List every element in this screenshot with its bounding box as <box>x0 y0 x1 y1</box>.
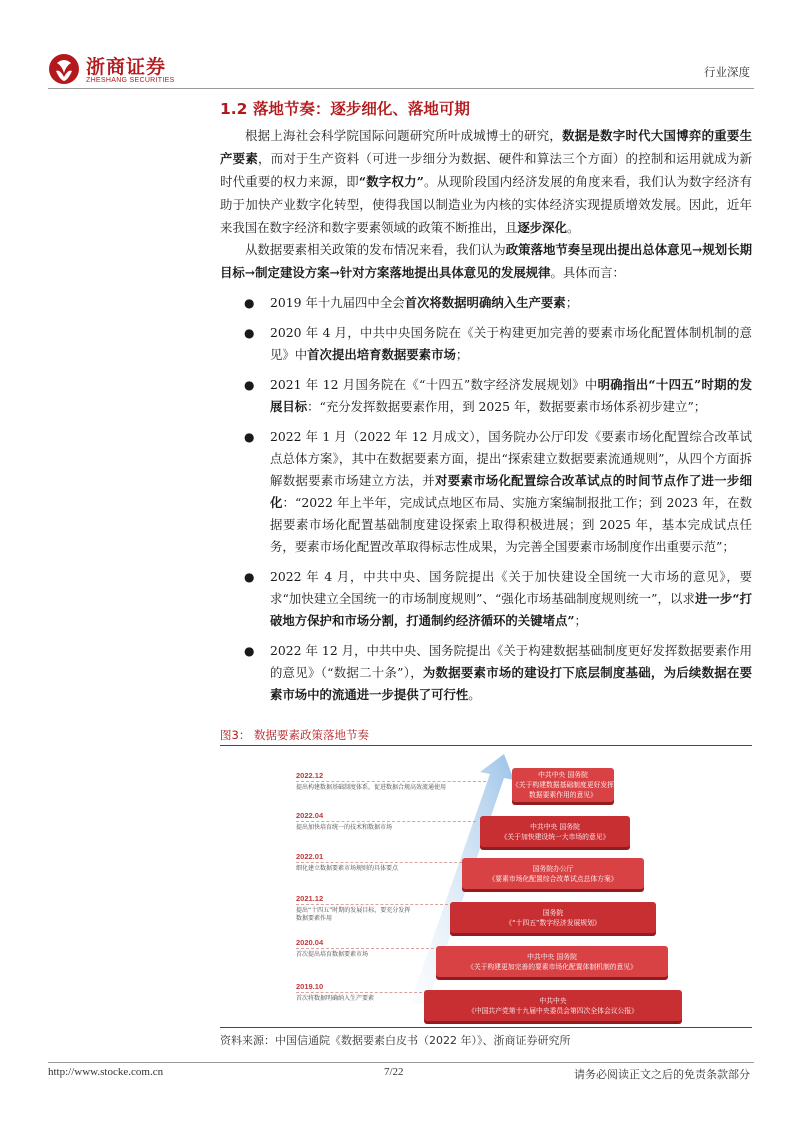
section-title: 1.2 落地节奏：逐步细化、落地可期 <box>220 100 470 118</box>
milestone-divider <box>296 781 486 782</box>
milestone-year: 2022.04 <box>296 811 324 820</box>
milestone-step <box>512 768 614 802</box>
brand-name-cn: 浙商证券 <box>86 56 167 78</box>
brand-logo-icon <box>48 53 80 85</box>
para-text: 。从现阶段国内经济发展的角度来看，我们认为数字经济有助于加快产业数字化转型，使得我国以制造业为内核的实体经济实现提质增效发展。因此，近年来我国在数字经济和数字要素领域的政策不断推出，且 <box>220 174 753 235</box>
bullet-dot-icon: ● <box>244 296 255 310</box>
figure-caption: 图3： 数据要素政策落地节奏 <box>220 728 369 742</box>
list-item: ● 2020 年 4 月，中共中央国务院在《关于构建更加完善的要素市场化配置体制机制的意见》中首次提出培育数据要素市场； <box>220 322 752 366</box>
step-issuer: 国务院 <box>542 908 564 917</box>
step-document: 《“十四五”数字经济发展规划》 <box>505 918 601 927</box>
disclaimer-note: 请务必阅读正文之后的免责条款部分 <box>574 1068 750 1081</box>
para-text: 根据上海社会科学院国际问题研究所叶成城博士的研究， <box>245 128 563 143</box>
para-text: 。具体而言： <box>550 265 625 280</box>
milestone-year: 2020.04 <box>296 938 324 947</box>
paragraph-intro <box>220 124 752 239</box>
step-issuer: 国务院办公厅 <box>532 864 574 873</box>
figure-source: 资料来源：中国信通院《数据要素白皮书（2022 年）》、浙商证券研究所 <box>220 1034 571 1047</box>
milestone-divider <box>296 948 434 949</box>
milestone-year: 2022.01 <box>296 852 324 861</box>
step-issuer: 中共中央 <box>539 996 567 1005</box>
para-bold: “数字权力” <box>358 174 424 189</box>
milestone-description: 细化建立数据要素市场规则的具体要点 <box>296 865 399 872</box>
bullet-dot-icon: ● <box>244 644 255 658</box>
figure-top-rule <box>220 745 752 746</box>
milestone-year: 2019.10 <box>296 982 324 991</box>
para-text: 从数据要素相关政策的发布情况来看，我们认为 <box>245 242 506 257</box>
list-item: ● 2022 年 12 月，中共中央、国务院提出《关于构建数据基础制度更好发挥数据要素作用的意见》（“数据二十条”），为数据要素市场的建设打下底层制度基础，为后续数据在要素市场中的流通进一步提供了可行性。 <box>220 640 752 706</box>
milestone-description: 提出构建数据基础制度体系，促进数据合规高效流通使用 <box>296 784 447 791</box>
para-bold: 逐步深化 <box>517 220 567 235</box>
bullet-dot-icon: ● <box>244 570 255 584</box>
list-item: ● 2019 年十九届四中全会首次将数据明确纳入生产要素； <box>220 292 752 314</box>
bullet-dot-icon: ● <box>244 326 255 340</box>
para-bold: 数据是数字时代大国博弈的重要生产要素 <box>220 128 753 166</box>
policy-bullet-list <box>220 292 752 714</box>
milestone-divider <box>296 904 448 905</box>
paragraph-policy-rhythm <box>220 238 752 284</box>
para-text: ，而对于生产资料（可进一步细分为数据、硬件和算法三个方面）的控制和运用就成为新时代重要的权力来源，即 <box>220 151 753 189</box>
milestone-step <box>424 990 682 1021</box>
milestone-description: 提出“十四五”时期的发展目标，要充分发挥数据要素作用 <box>296 907 411 922</box>
milestone-divider <box>296 862 462 863</box>
milestone-year: 2022.12 <box>296 771 324 780</box>
footer-url-link[interactable]: http://www.stocke.com.cn <box>48 1066 164 1078</box>
milestone-divider <box>296 821 476 822</box>
milestone-step <box>436 946 668 977</box>
brand-logo <box>48 50 198 90</box>
milestone-step <box>450 902 656 933</box>
milestone-year: 2021.12 <box>296 894 324 903</box>
milestone-description: 首次将数据明确纳入生产要素 <box>296 995 375 1002</box>
step-issuer: 中共中央 国务院 <box>530 822 580 831</box>
growth-arrow-icon <box>282 754 702 1024</box>
policy-staircase-diagram <box>282 754 702 1024</box>
page-number: 7/22 <box>384 1066 404 1078</box>
figure-bottom-rule <box>220 1027 752 1028</box>
step-issuer: 中共中央 国务院 <box>527 952 577 961</box>
brand-name-en: ZHESHANG SECURITIES <box>86 77 175 84</box>
bullet-dot-icon: ● <box>244 378 255 392</box>
step-document: 《关于构建更加完善的要素市场化配置体制机制的意见》 <box>467 962 637 971</box>
step-document: 《关于加快建设统一大市场的意见》 <box>500 832 610 841</box>
list-item: ● 2022 年 4 月，中共中央、国务院提出《关于加快建设全国统一大市场的意见》，要求“加快建立全国统一的市场制度规则”、“强化市场基础制度规则统一”，以求进一步“打破地方保护和市场分割，打通制约经济循环的关键堵点”； <box>220 566 752 632</box>
milestone-step <box>462 858 644 889</box>
milestone-description: 首次提出培育数据要素市场 <box>296 951 369 958</box>
step-document: 《中国共产党第十九届中央委员会第四次全体会议公报》 <box>468 1006 638 1015</box>
page-header <box>0 0 802 90</box>
step-issuer: 中共中央 国务院 <box>538 771 588 779</box>
milestone-description: 提出加快培育统一的技术和数据市场 <box>296 824 393 831</box>
milestone-step <box>480 816 630 847</box>
list-item: ● 2021 年 12 月国务院在《“十四五”数字经济发展规划》中明确指出“十四五”时期的发展目标：“充分发挥数据要素作用，到 2025 年，数据要素市场体系初步建立”； <box>220 374 752 418</box>
para-bold: 政策落地节奏呈现出提出总体意见→规划长期目标→制定建设方案→针对方案落地提出具体意见的发展规律 <box>220 242 753 280</box>
step-document: 《关于构建数据基础制度更好发挥数据要素作用的意见》 <box>512 781 614 799</box>
para-text: 。 <box>566 220 580 235</box>
step-document: 《要素市场化配置综合改革试点总体方案》 <box>488 874 618 883</box>
list-item: ● 2022 年 1 月（2022 年 12 月成文），国务院办公厅印发《要素市场化配置综合改革试点总体方案》，其中在数据要素方面，提出“探索建立数据要素流通规则”，从四个方面拆解数据要素市场建立方法，并对要素市场化配置综合改革试点的时间节点作了进一步细化：“2022 年上半年，完成试点地区布局、实施方案编制报批工作；到 2023 年，在数据要素市场化配置基础制度建设探索上取得积极进展；到 2025 年，基本完成试点任务，要素市场化配置改革取得标志性成果，为完善全国要素市场制度作出重要示范”； <box>220 426 752 558</box>
footer-divider <box>48 1062 754 1063</box>
report-type: 行业深度 <box>704 65 750 79</box>
header-divider <box>48 88 754 89</box>
milestone-divider <box>296 992 422 993</box>
bullet-dot-icon: ● <box>244 430 255 444</box>
